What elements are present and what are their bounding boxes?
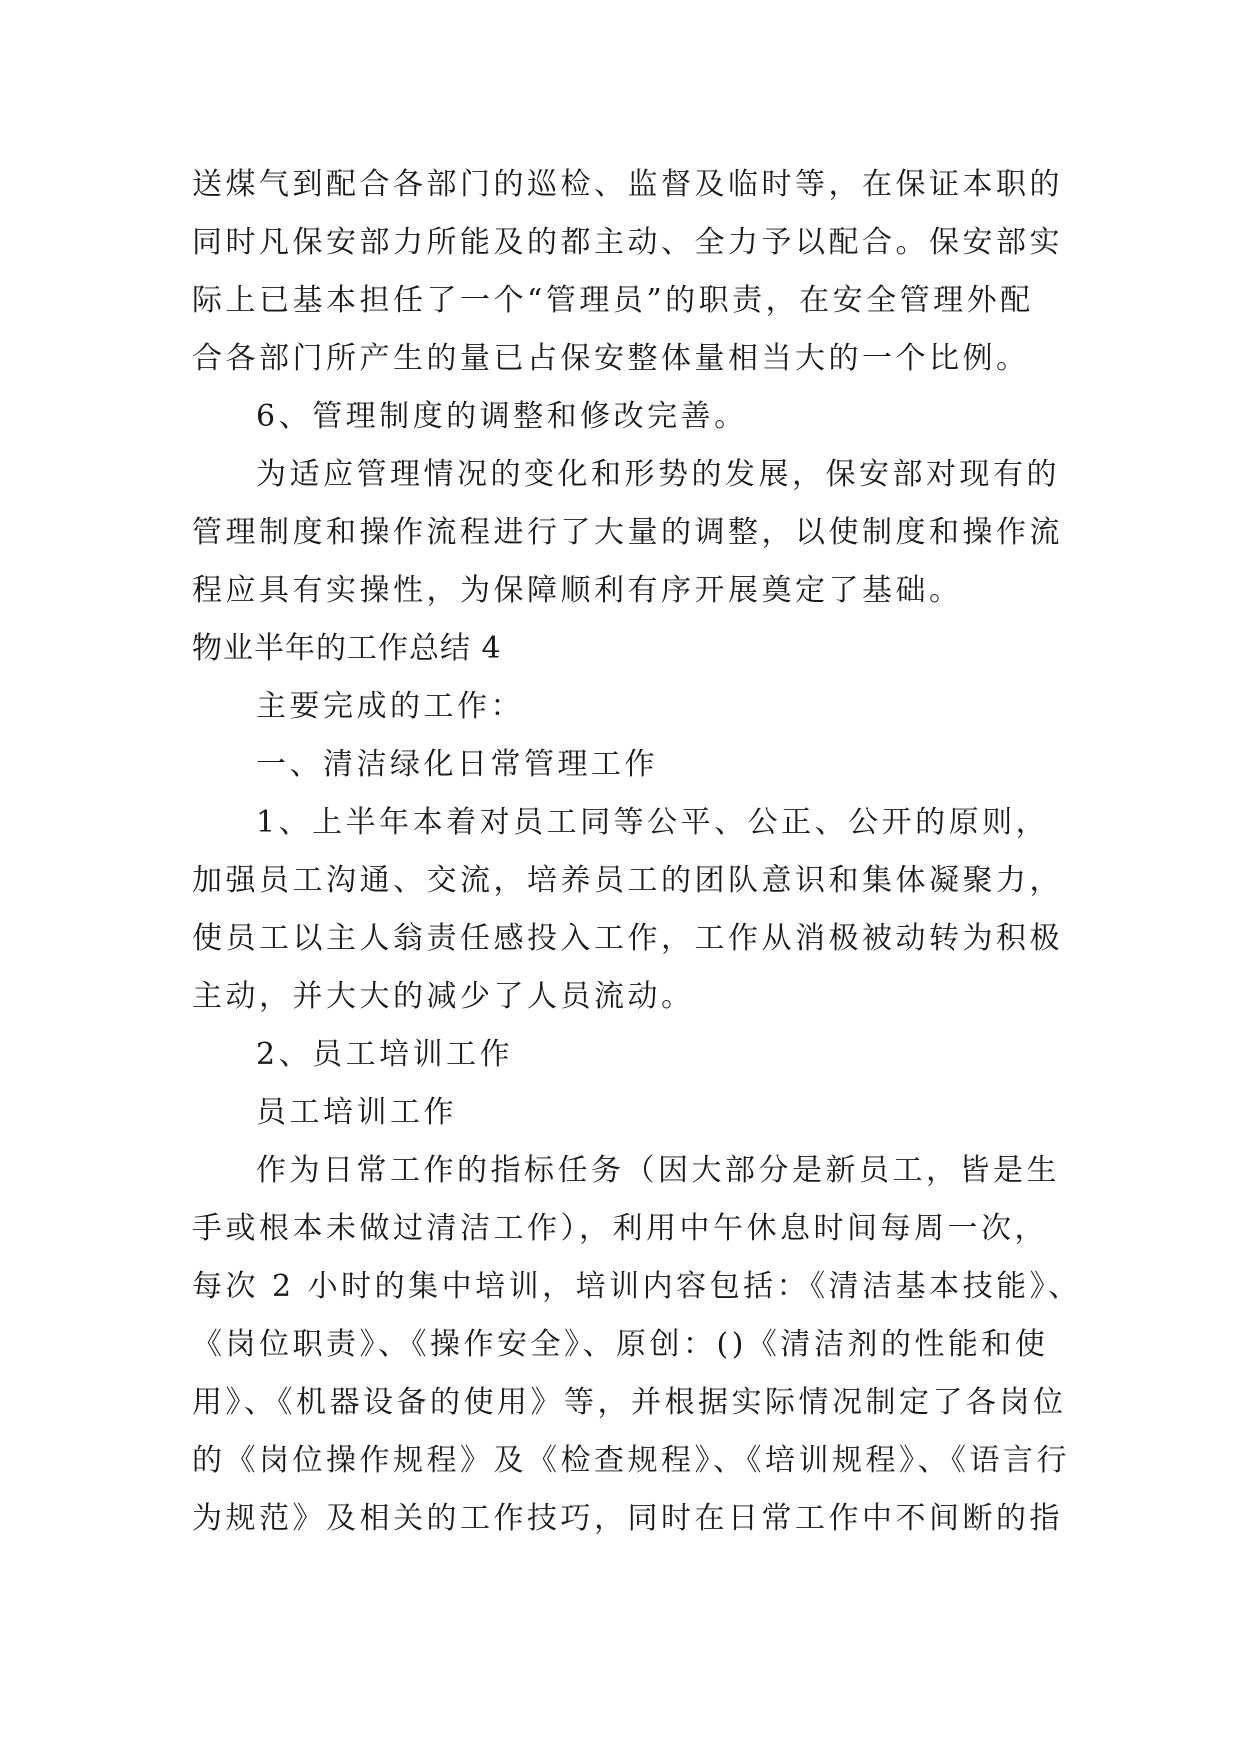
section-heading: 一、清洁绿化日常管理工作 bbox=[256, 747, 658, 782]
paragraph-line: 《岗位职责》、《操作安全》、原创：()《清洁剂的性能和使 bbox=[192, 1327, 1049, 1362]
paragraph-line: 作为日常工作的指标任务（因大部分是新员工，皆是生 bbox=[256, 1153, 1060, 1188]
paragraph-line: 主动，并大大的减少了人员流动。 bbox=[192, 979, 695, 1014]
paragraph-line: 际上已基本担任了一个“管理员”的职责，在安全管理外配 bbox=[192, 283, 1034, 318]
document-title: 物业半年的工作总结 4 bbox=[192, 631, 502, 666]
paragraph-line: 加强员工沟通、交流，培养员工的团队意识和集体凝聚力， bbox=[192, 863, 1063, 898]
paragraph-line: 用》、《机器设备的使用》等，并根据实际情况制定了各岗位 bbox=[192, 1385, 1067, 1420]
paragraph-line: 合各部门所产生的量已占保安整体量相当大的一个比例。 bbox=[192, 341, 1030, 376]
paragraph-line: 每次 2 小时的集中培训，培训内容包括：《清洁基本技能》、 bbox=[192, 1269, 1082, 1304]
paragraph-line: 为规范》及相关的工作技巧，同时在日常工作中不间断的指 bbox=[192, 1501, 1063, 1536]
paragraph-line: 的《岗位操作规程》及《检查规程》、《培训规程》、《语言行 bbox=[192, 1443, 1070, 1478]
paragraph-line: 为适应管理情况的变化和形势的发展，保安部对现有的 bbox=[256, 457, 1060, 492]
paragraph-line: 管理制度和操作流程进行了大量的调整，以使制度和操作流 bbox=[192, 515, 1063, 550]
paragraph-line: 程应具有实操性，为保障顺利有序开展奠定了基础。 bbox=[192, 573, 963, 608]
section-heading: 6、管理制度的调整和修改完善。 bbox=[256, 399, 748, 434]
paragraph-line: 使员工以主人翁责任感投入工作，工作从消极被动转为积极 bbox=[192, 921, 1063, 956]
paragraph-line: 手或根本未做过清洁工作），利用中午休息时间每周一次， bbox=[192, 1211, 1048, 1246]
section-heading: 2、员工培训工作 bbox=[256, 1037, 514, 1072]
paragraph-line: 1、上半年本着对员工同等公平、公正、公开的原则， bbox=[256, 805, 1050, 840]
section-heading: 员工培训工作 bbox=[256, 1095, 457, 1130]
paragraph-line: 送煤气到配合各部门的巡检、监督及临时等，在保证本职的 bbox=[192, 167, 1063, 202]
section-heading: 主要完成的工作： bbox=[256, 689, 524, 724]
paragraph-line: 同时凡保安部力所能及的都主动、全力予以配合。保安部实 bbox=[192, 225, 1063, 260]
